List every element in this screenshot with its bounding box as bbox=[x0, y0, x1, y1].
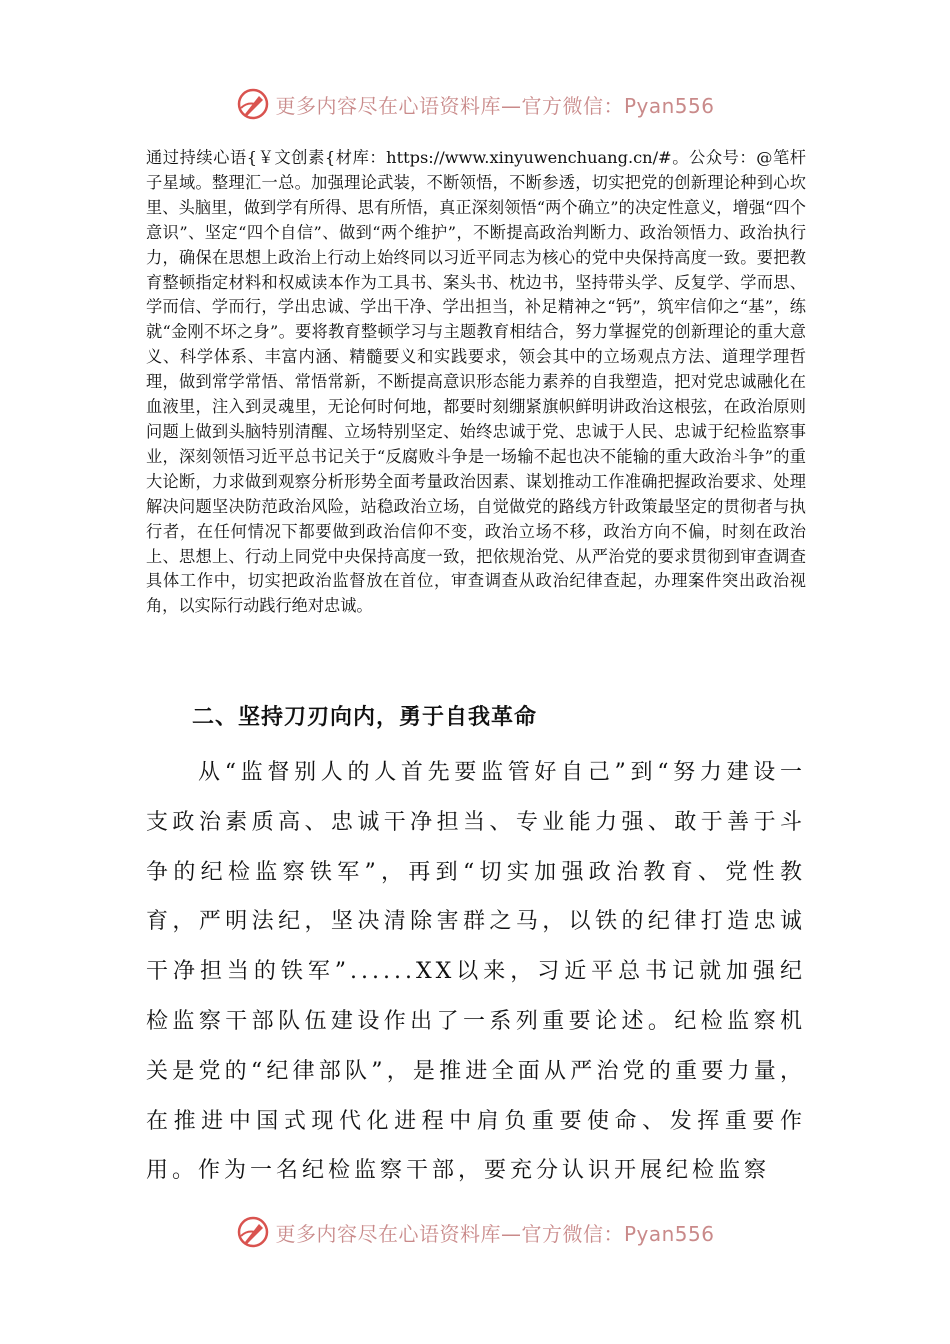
watermark-text: 更多内容尽在心语资料库—官方微信：Pyan556 bbox=[275, 1221, 715, 1246]
paragraph-second: 从“监督别人的人首先要监管好自己”到“努力建设一支政治素质高、忠诚干净担当、专业能力强、敢于善于斗争的纪检监察铁军”，再到“切实加强政治教育、党性教育，严明法纪，坚决清除害群之马，以铁的纪律打造忠诚干净担当的铁军”......XX以来，习近平总书记就加强纪检监察干部队伍建设作出了一系列重要论述。纪检监察机关是党的“纪律部队”，是推进全面从严治党的重要力量，在推进中国式现代化进程中肩负重要使命、发挥重要作用。作为一名纪检监察干部，要充分认识开展纪检监察 bbox=[146, 760, 806, 1184]
paragraph-first: 通过持续心语{￥文创素{材库：https://www.xinyuwenchuang.cn/#。公众号：@笔杆子星域。整理汇一总。加强理论武装，不断领悟，不断参透，切实把党的创新理论种到心坎里、头脑里，做到学有所得、思有所悟，真正深刻领悟“两个确立”的决定性意义，增强“四个意识”、坚定“四个自信”、做到“两个维护”，不断提高政治判断力、政治领悟力、政治执行力，确保在思想上政治上行动上始终同以习近平同志为核心的党中央保持高度一致。要把教育整顿指定材料和权威读本作为工具书、案头书、枕边书，坚持带头学、反复学、学而思、学而信、学而行，学出忠诚、学出干净、学出担当，补足精神之“钙”，筑牢信仰之“基”，练就“金刚不坏之身”。要将教育整顿学习与主题教育相结合，努力掌握党的创新理论的重大意义、科学体系、丰富内涵、精髓要义和实践要求，领会其中的立场观点方法、道理学理哲理，做到常学常悟、常悟常新，不断提高意识形态能力素养的自我塑造，把对党忠诚融化在血液里，注入到灵魂里，无论何时何地，都要时刻绷紧旗帜鲜明讲政治这根弦，在政治原则问题上做到头脑特别清醒、立场特别坚定、始终忠诚于党、忠诚于人民、忠诚于纪检监察事业，深刻领悟习近平总书记关于“反腐败斗争是一场输不起也决不能输的重大政治斗争”的重大论断，力求做到观察分析形势全面考量政治因素、谋划推动工作准确把握政治要求、处理解决问题坚决防范政治风险，站稳政治立场，自觉做党的路线方针政策最坚定的贯彻者与执行者，在任何情况下都要做到政治信仰不变，政治立场不移，政治方向不偏，时刻在政治上、思想上、行动上同党中央保持高度一致，把依规治党、从严治党的要求贯彻到审查调查具体工作中，切实把政治监督放在首位，审查调查从政治纪律查起，办理案件突出政治视角，以实际行动践行绝对忠诚。 bbox=[146, 148, 806, 616]
watermark-header bbox=[0, 84, 950, 124]
pen-nib-logo-icon bbox=[235, 86, 271, 122]
section-heading: 二、坚持刀刃向内，勇于自我革命 bbox=[192, 705, 538, 730]
watermark-text: 更多内容尽在心语资料库—官方微信：Pyan556 bbox=[275, 93, 715, 118]
watermark-footer bbox=[0, 1212, 950, 1252]
pen-nib-logo-icon bbox=[235, 1214, 271, 1250]
